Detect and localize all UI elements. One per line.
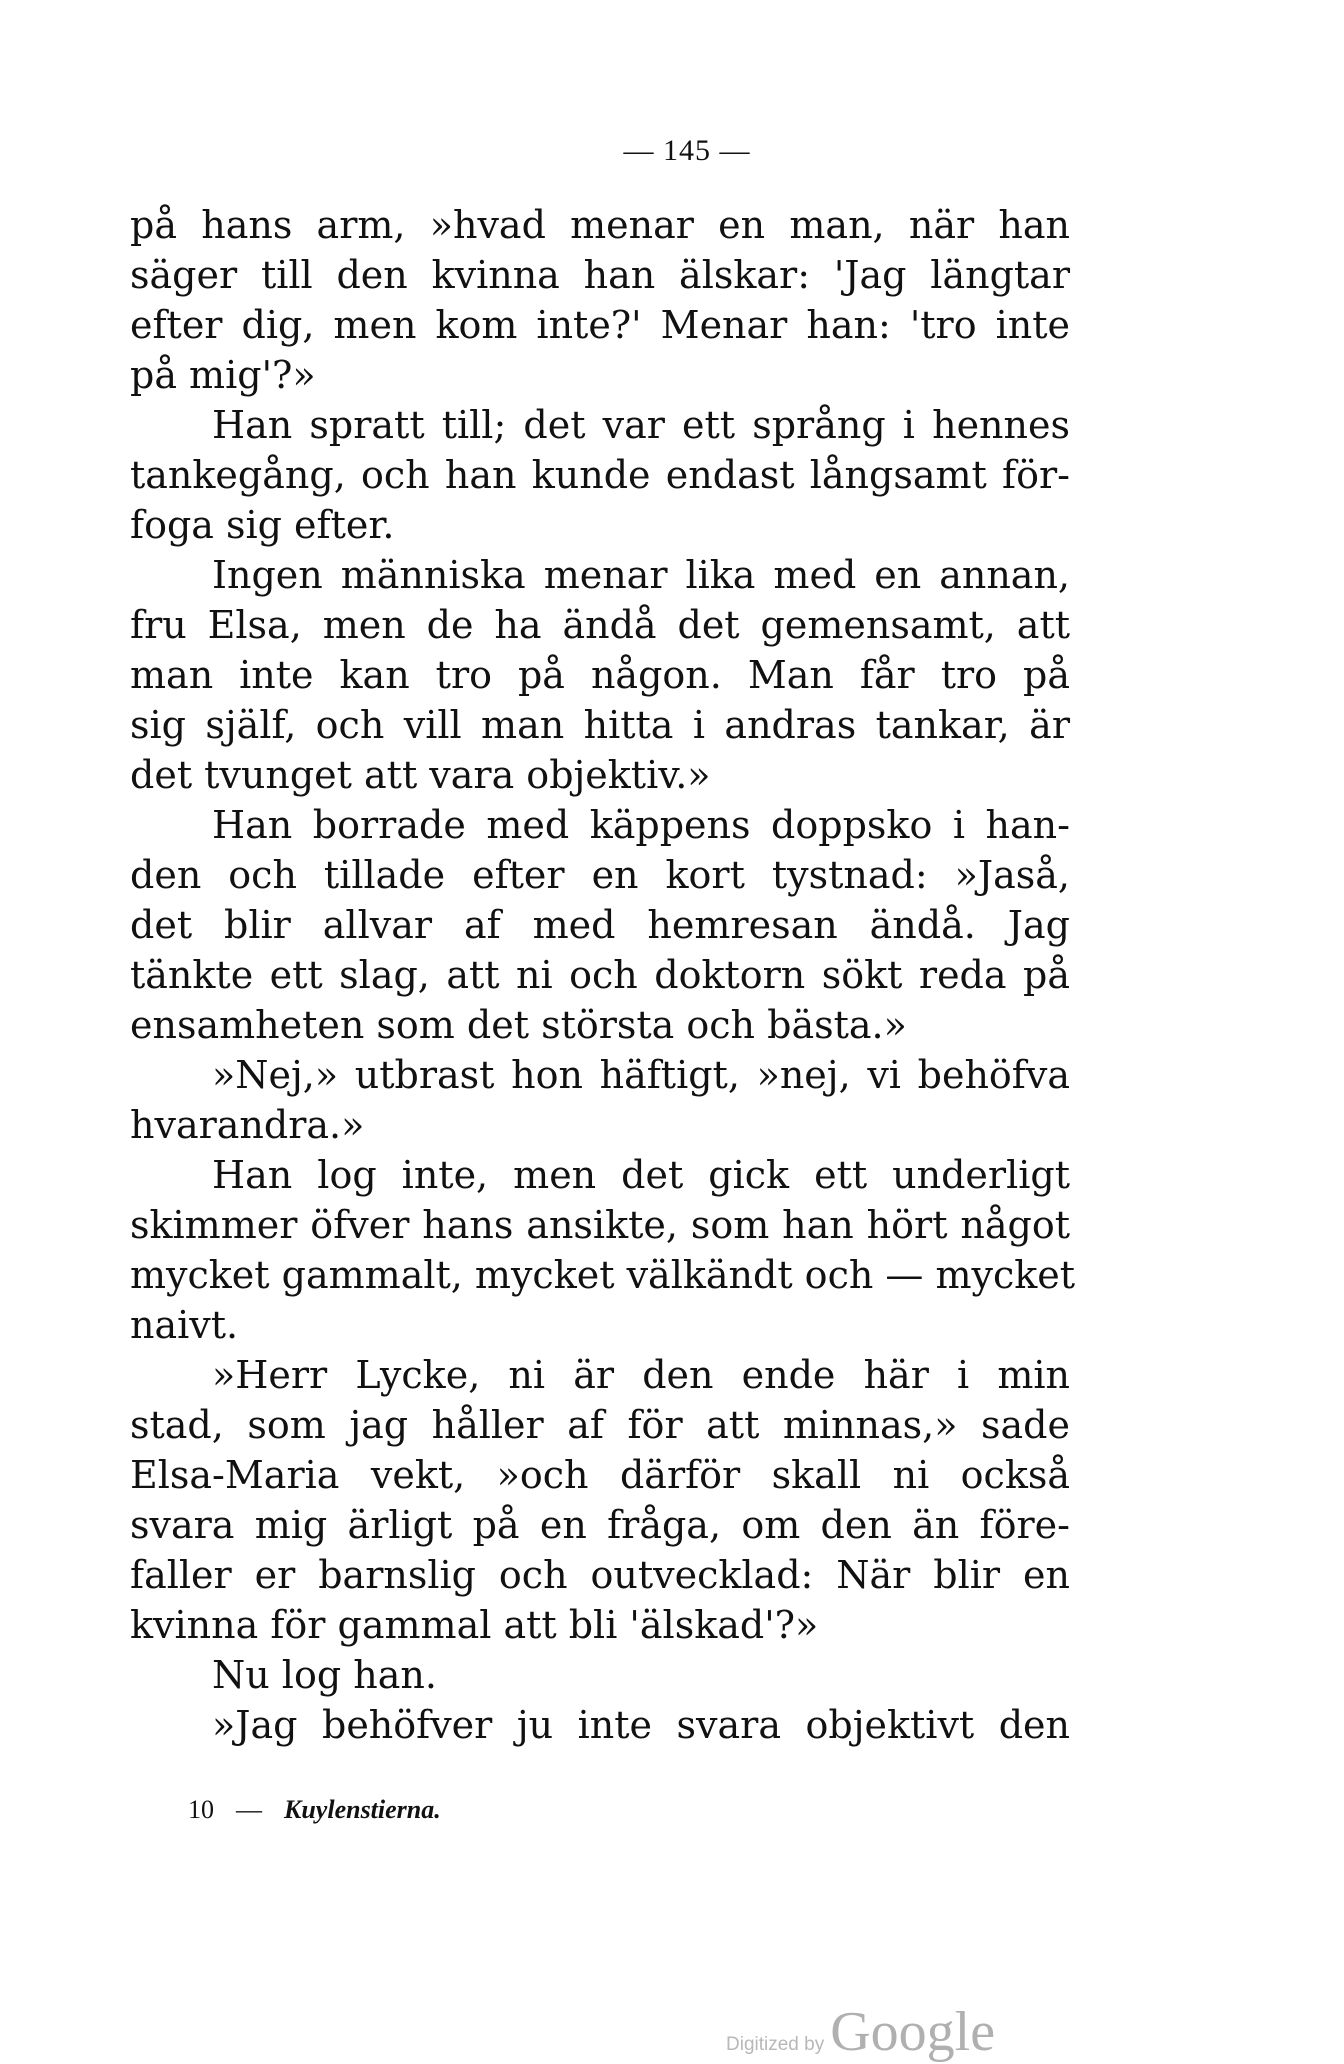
text-line: »Nej,» utbrast hon häftigt, »nej, vi behöfva [212, 1053, 1070, 1097]
text-line: naivt. [130, 1303, 239, 1347]
text-line: hvarandra.» [130, 1103, 365, 1147]
text-line: säger till den kvinna han älskar: 'Jag längtar [130, 253, 1070, 297]
text-line: stad, som jag håller af för att minnas,» sade [130, 1403, 1070, 1447]
text-line: fru Elsa, men de ha ändå det gemensamt, att [130, 603, 1070, 647]
text-line: foga sig efter. [130, 503, 395, 547]
text-line: skimmer öfver hans ansikte, som han hört något [130, 1203, 1070, 1247]
page-number: — 145 — [623, 134, 751, 167]
text-line: på hans arm, »hvad menar en man, när han [130, 203, 1070, 247]
printer-signature [188, 1795, 441, 1825]
text-line: Han spratt till; det var ett språng i hennes [212, 403, 1070, 447]
text-line: man inte kan tro på någon. Man får tro på [130, 653, 1070, 697]
watermark-prefix: Digitized by [726, 2034, 825, 2055]
text-line: på mig'?» [130, 353, 316, 397]
text-line: ensamheten som det största och bästa.» [130, 1003, 907, 1047]
text-line: Elsa-Maria vekt, »och därför skall ni också [130, 1453, 1070, 1497]
text-line: faller er barnslig och outvecklad: När blir en [130, 1553, 1070, 1597]
body-text [130, 200, 1076, 1750]
digitized-watermark [726, 2000, 995, 2064]
text-line: mycket gammalt, mycket välkändt och — mycket [130, 1253, 1076, 1297]
text-line: »Jag behöfver ju inte svara objektivt den [212, 1703, 1070, 1747]
text-line: Nu log han. [212, 1653, 437, 1697]
signature-dash: — [236, 1795, 262, 1824]
text-line: efter dig, men kom inte?' Menar han: 'tro inte [130, 303, 1070, 347]
text-line: det tvunget att vara objektiv.» [130, 753, 711, 797]
text-line: »Herr Lycke, ni är den ende här i min [212, 1353, 1070, 1397]
text-line: Han log inte, men det gick ett underligt [212, 1153, 1070, 1197]
google-logo: Google [830, 2001, 996, 2063]
text-line: sig själf, och vill man hitta i andras tankar, är [130, 703, 1070, 747]
text-line: den och tillade efter en kort tystnad: »Jaså, [130, 853, 1070, 897]
text-line: Han borrade med käppens doppsko i han- [212, 803, 1070, 847]
text-line: svara mig ärligt på en fråga, om den än före- [130, 1503, 1070, 1547]
signature-name: Kuylenstierna. [284, 1795, 441, 1824]
text-line: Ingen människa menar lika med en annan, [212, 553, 1070, 597]
text-line: tankegång, och han kunde endast långsamt för- [130, 453, 1070, 497]
text-line: det blir allvar af med hemresan ändå. Jag [130, 903, 1070, 947]
text-line: tänkte ett slag, att ni och doktorn sökt reda på [130, 953, 1070, 997]
text-line: kvinna för gammal att bli 'älskad'?» [130, 1603, 819, 1647]
signature-number: 10 [188, 1795, 214, 1824]
